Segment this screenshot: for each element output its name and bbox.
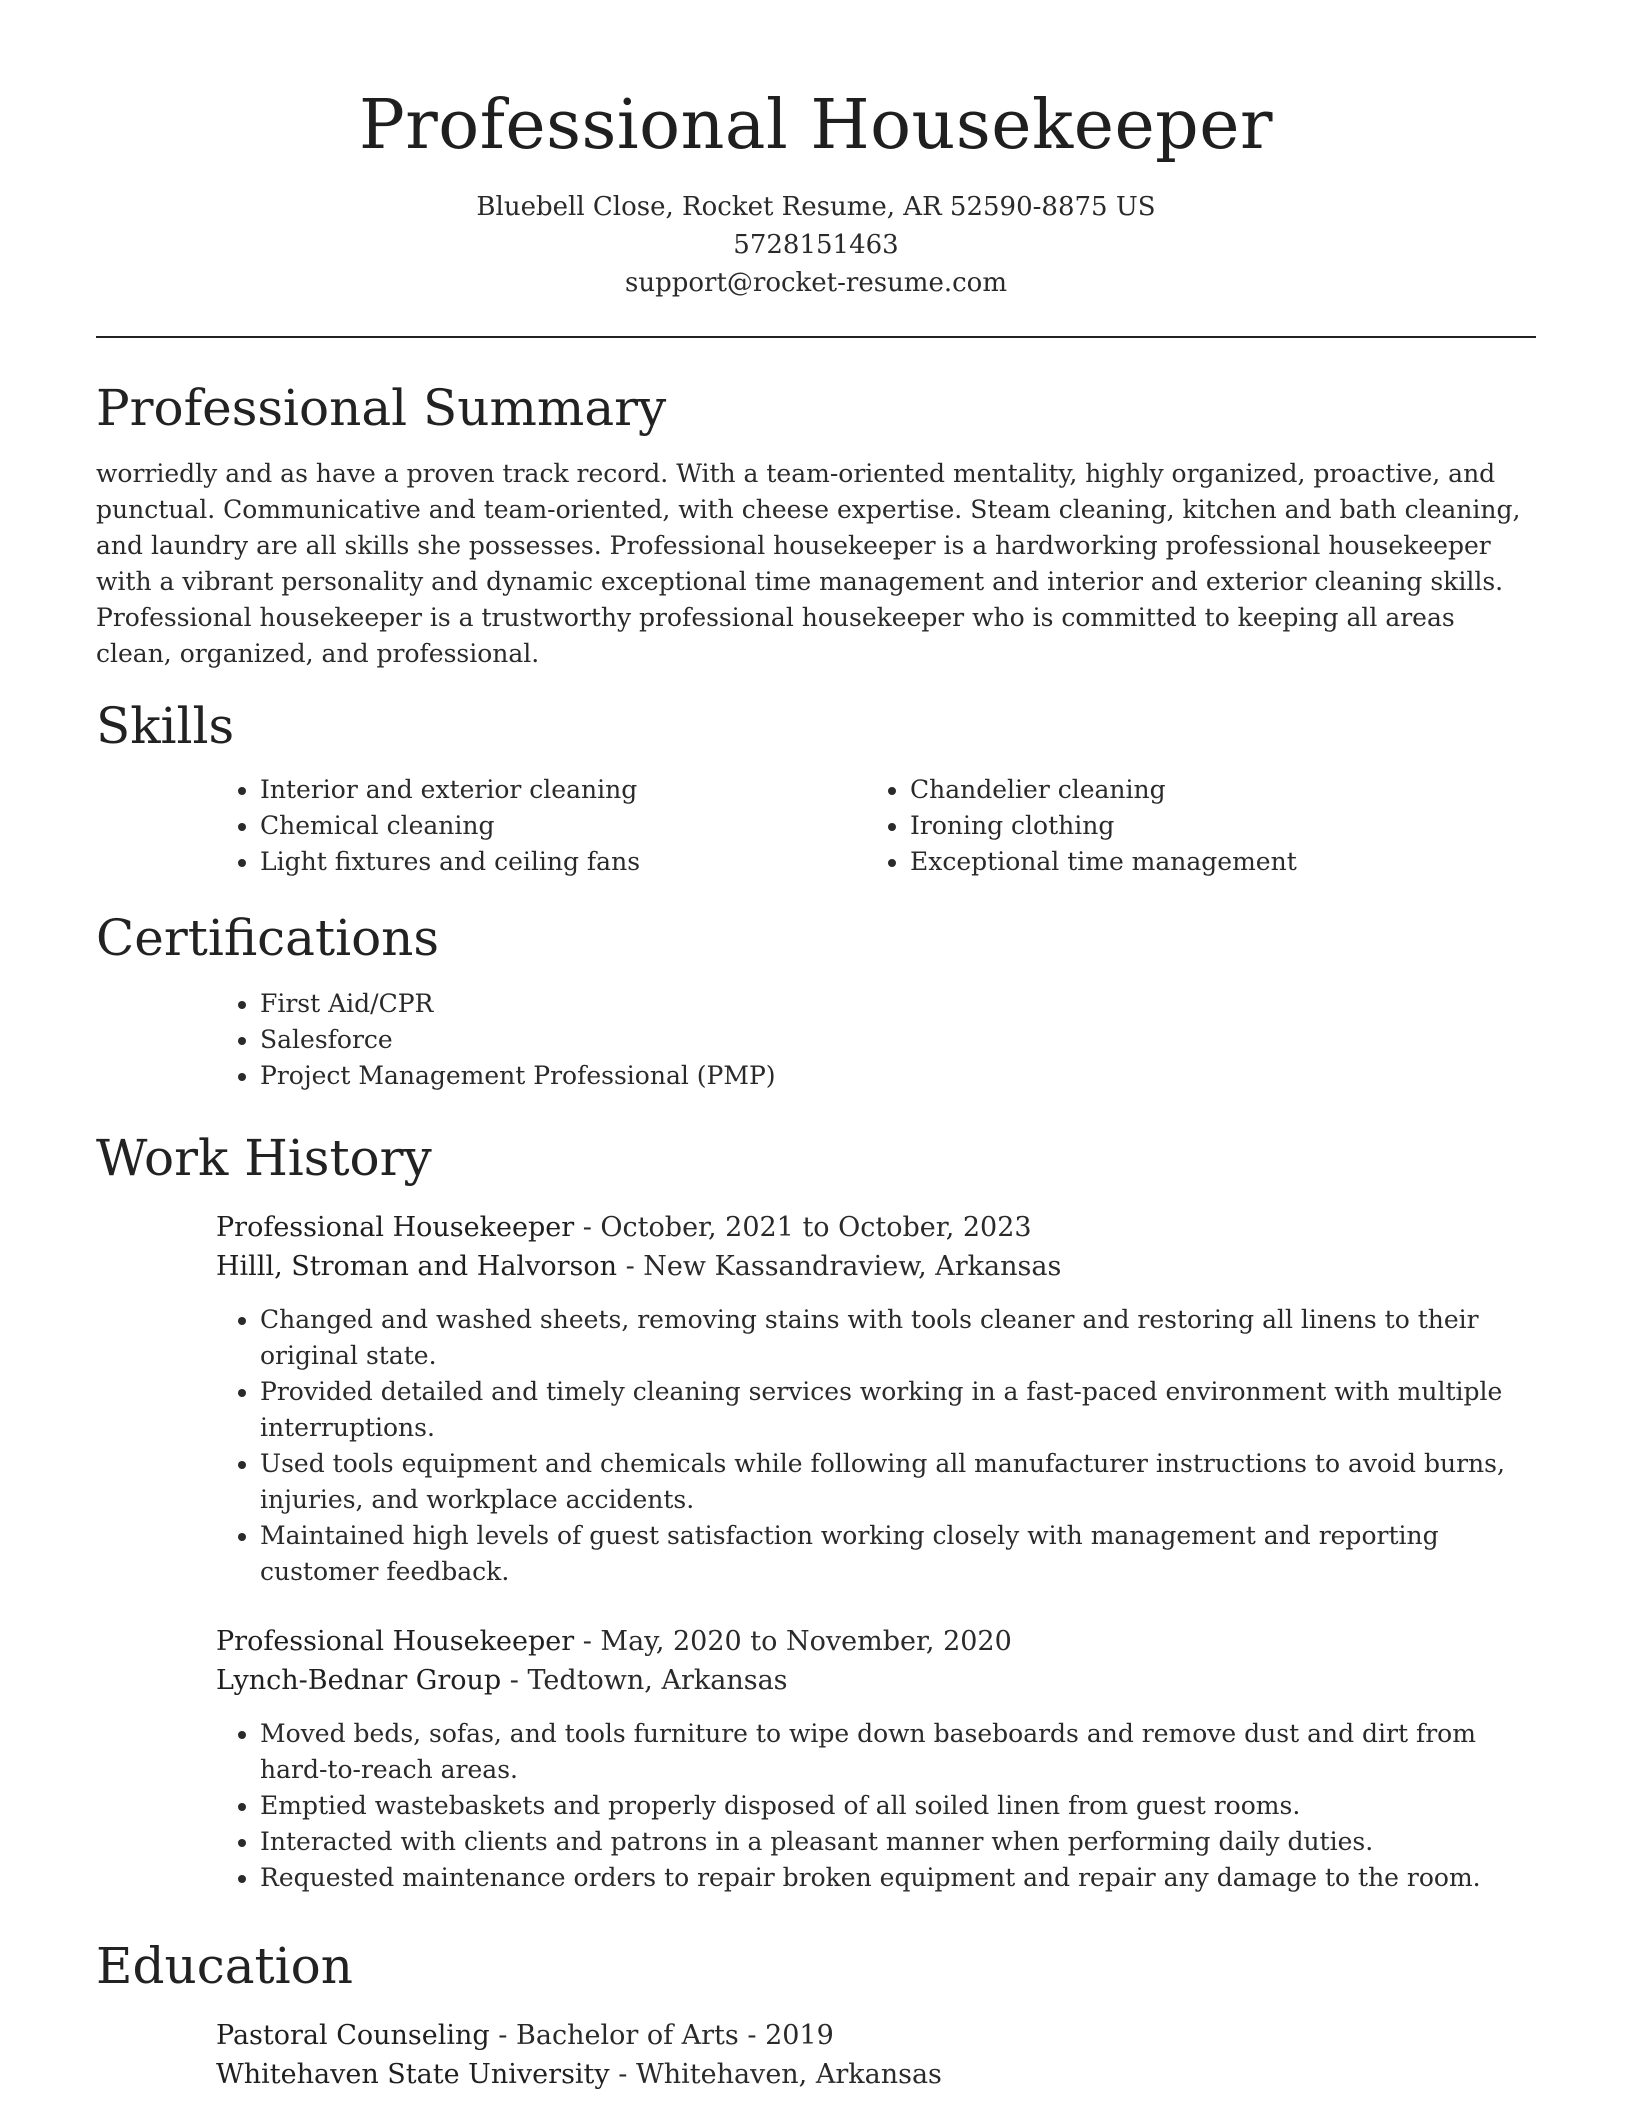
job-entry bbox=[216, 1208, 1536, 1590]
skill-item: • Light fixtures and ceiling fans bbox=[260, 844, 866, 880]
degree-line bbox=[216, 2016, 1536, 2055]
skill-item: • Interior and exterior cleaning bbox=[260, 772, 866, 808]
job-company-line bbox=[216, 1661, 1536, 1700]
job-duty: • Changed and washed sheets, removing stains with tools cleaner and restoring all linens to their original state. bbox=[260, 1302, 1536, 1374]
education-heading: Education bbox=[96, 1937, 353, 1995]
skill-item: • Exceptional time management bbox=[910, 844, 1516, 880]
job-role: Professional Housekeeper bbox=[216, 1212, 575, 1243]
job-duty: • Interacted with clients and patrons in a pleasant manner when performing daily duties. bbox=[260, 1824, 1536, 1860]
job-entry bbox=[216, 1622, 1536, 1896]
work-history-heading: Work History bbox=[96, 1129, 432, 1187]
certifications-list bbox=[216, 986, 1536, 1094]
school-name: Whitehaven State University bbox=[216, 2059, 610, 2090]
job-location: Tedtown, Arkansas bbox=[527, 1665, 788, 1696]
job-duty: • Moved beds, sofas, and tools furniture to wipe down baseboards and remove dust and dirt from hard-to-reach areas. bbox=[260, 1716, 1536, 1788]
certification-item: • Project Management Professional (PMP) bbox=[260, 1058, 1536, 1094]
job-dates: May, 2020 to November, 2020 bbox=[600, 1626, 1012, 1657]
skill-item: • Chandelier cleaning bbox=[910, 772, 1516, 808]
job-dates: October, 2021 to October, 2023 bbox=[600, 1212, 1032, 1243]
job-duty: • Emptied wastebaskets and properly disposed of all soiled linen from guest rooms. bbox=[260, 1788, 1536, 1824]
summary-heading: Professional Summary bbox=[96, 379, 667, 437]
separator: - bbox=[738, 2020, 766, 2051]
job-company-line bbox=[216, 1247, 1536, 1286]
school-location: Whitehaven, Arkansas bbox=[635, 2059, 942, 2090]
header-divider bbox=[96, 336, 1536, 338]
education-field: Pastoral Counseling bbox=[216, 2020, 490, 2051]
separator: - bbox=[501, 1665, 528, 1696]
skills-heading: Skills bbox=[96, 697, 235, 755]
job-duty: • Provided detailed and timely cleaning services working in a fast-paced environment with multiple interruptions. bbox=[260, 1374, 1536, 1446]
separator: - bbox=[616, 1251, 644, 1282]
education-degree: Bachelor of Arts bbox=[516, 2020, 739, 2051]
skill-item: • Chemical cleaning bbox=[260, 808, 866, 844]
skills-list bbox=[216, 772, 1536, 880]
job-title-line bbox=[216, 1622, 1536, 1661]
job-title-line bbox=[216, 1208, 1536, 1247]
certification-item: • Salesforce bbox=[260, 1022, 1536, 1058]
job-duty: • Requested maintenance orders to repair broken equipment and repair any damage to the room. bbox=[260, 1860, 1536, 1896]
job-company: Lynch-Bednar Group bbox=[216, 1665, 502, 1696]
separator: - bbox=[489, 2020, 517, 2051]
address: Bluebell Close, Rocket Resume, AR 52590-8875 US bbox=[476, 192, 1156, 222]
job-duties bbox=[216, 1716, 1536, 1896]
job-duty: • Maintained high levels of guest satisfaction working closely with management and reporting customer feedback. bbox=[260, 1518, 1536, 1590]
certification-item: • First Aid/CPR bbox=[260, 986, 1536, 1022]
candidate-name: Professional Housekeeper bbox=[359, 86, 1273, 165]
phone: 5728151463 bbox=[733, 230, 899, 260]
certifications-heading: Certifications bbox=[96, 909, 440, 967]
separator: - bbox=[574, 1212, 601, 1243]
job-company: Hilll, Stroman and Halvorson bbox=[216, 1251, 617, 1282]
contact-block bbox=[96, 188, 1536, 302]
job-location: New Kassandraview, Arkansas bbox=[643, 1251, 1062, 1282]
school-line bbox=[216, 2055, 1536, 2094]
education-year: 2019 bbox=[765, 2020, 834, 2051]
separator: - bbox=[609, 2059, 636, 2090]
skills-column-left bbox=[216, 772, 866, 880]
job-duty: • Used tools equipment and chemicals while following all manufacturer instructions to avoid burns, injuries, and workplace accidents. bbox=[260, 1446, 1536, 1518]
summary-text: worriedly and as have a proven track record. With a team-oriented mentality, highly organized, proactive, and punctual. Communicative and team-oriented, with cheese expertise. Steam cleaning, kitchen and bath cleaning, and laundry are all skills she possesses. Professional housekeeper is a hardworking professional housekeeper with a vibrant personality and dynamic exceptional time management and interior and exterior cleaning skills. Professional housekeeper is a trustworthy professional housekeeper who is committed to keeping all areas clean, organized, and professional. bbox=[96, 459, 1521, 668]
job-duties bbox=[216, 1302, 1536, 1590]
email: support@rocket-resume.com bbox=[624, 268, 1007, 298]
skill-item: • Ironing clothing bbox=[910, 808, 1516, 844]
resume-page bbox=[96, 0, 1536, 2094]
education-entry bbox=[216, 2016, 1536, 2094]
separator: - bbox=[574, 1626, 601, 1657]
job-role: Professional Housekeeper bbox=[216, 1626, 575, 1657]
skills-column-right bbox=[866, 772, 1516, 880]
